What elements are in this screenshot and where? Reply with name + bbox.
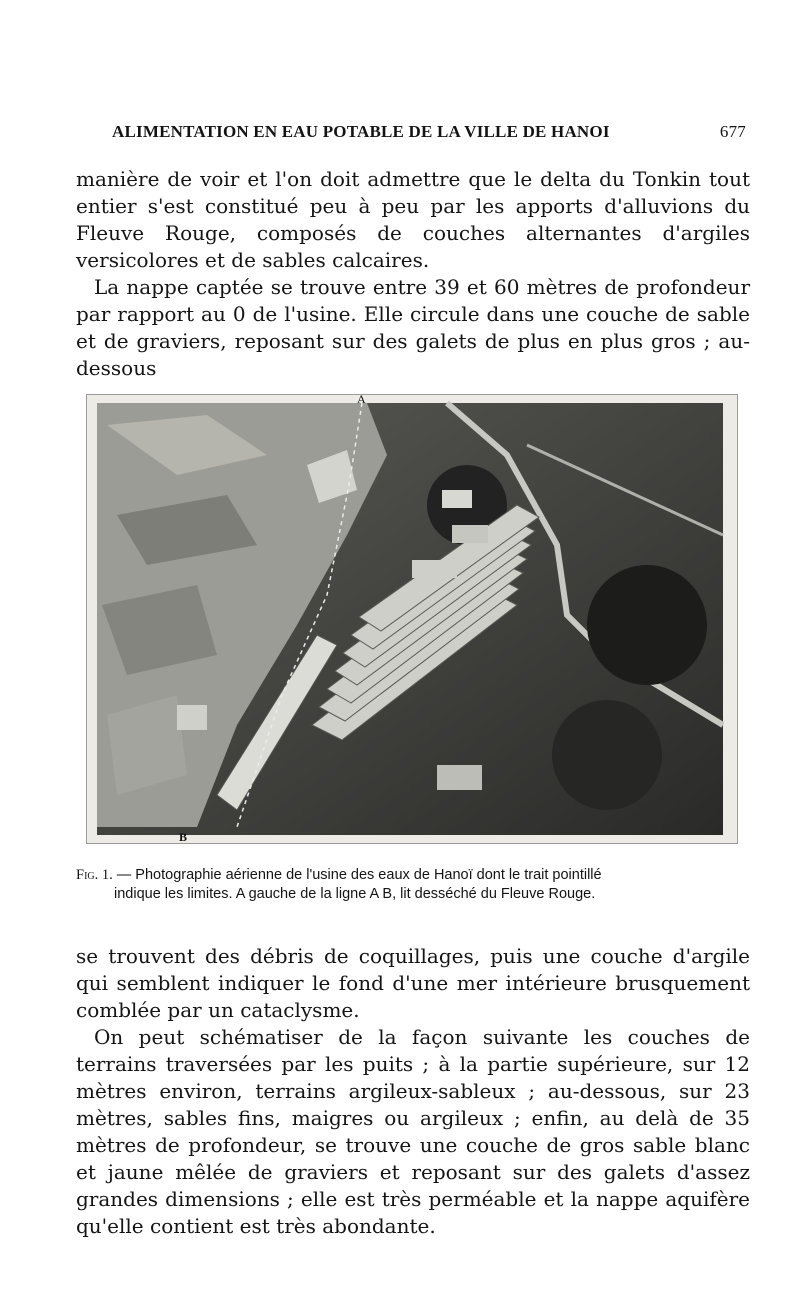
caption-line-1: [76, 866, 752, 885]
paragraph: manière de voir et l'on doit admettre que le delta du Tonkin tout entier s'est constitué peu à peu par les apports d'alluvions du Fleuve Rouge, composés de couches alternantes d'argiles versicolores et de sables calcaires.: [76, 167, 750, 272]
body-text-bottom: [76, 943, 750, 1240]
aerial-photograph: [86, 394, 738, 844]
paragraph: se trouvent des débris de coquillages, puis une couche d'argile qui semblent indiquer le fond d'une mer intérieure brusquement comblée par un cataclysme.: [76, 944, 750, 1022]
figure-caption: [76, 866, 752, 904]
figure-label: Fig. 1.: [76, 867, 113, 883]
caption-text-1: — Photographie aérienne de l'usine des eaux de Hanoï dont le trait pointillé: [116, 867, 602, 883]
photo-label-b: B: [179, 830, 188, 843]
caption-line-2: indique les limites. A gauche de la ligne A B, lit desséché du Fleuve Rouge.: [114, 886, 596, 902]
running-head-title: ALIMENTATION EN EAU POTABLE DE LA VILLE DE HANOI: [112, 122, 610, 141]
photo-label-a: A: [357, 395, 366, 406]
body-text-top: [76, 166, 750, 382]
paragraph: On peut schématiser de la façon suivante les couches de terrains traversées par les puits ; à la partie supérieure, sur 12 mètres environ, terrains argileux-sableux ; au-dessous, sur 23 mètres, sables fins, maigres ou argileux ; enfin, au delà de 35 mètres de profondeur, se trouve une couche de gros sable blanc et jaune mêlée de graviers et reposant sur des galets d'assez grandes dimensions ; elle est très perméable et la nappe aquifère qu'elle contient est très abondante.: [76, 1025, 750, 1238]
paragraph: La nappe captée se trouve entre 39 et 60 mètres de profondeur par rapport au 0 de l'usine. Elle circule dans une couche de sable et de graviers, reposant sur des galets de plus en plus gros ; au-dessous: [76, 275, 750, 380]
page-number: 677: [719, 122, 746, 141]
running-head: [112, 122, 752, 142]
